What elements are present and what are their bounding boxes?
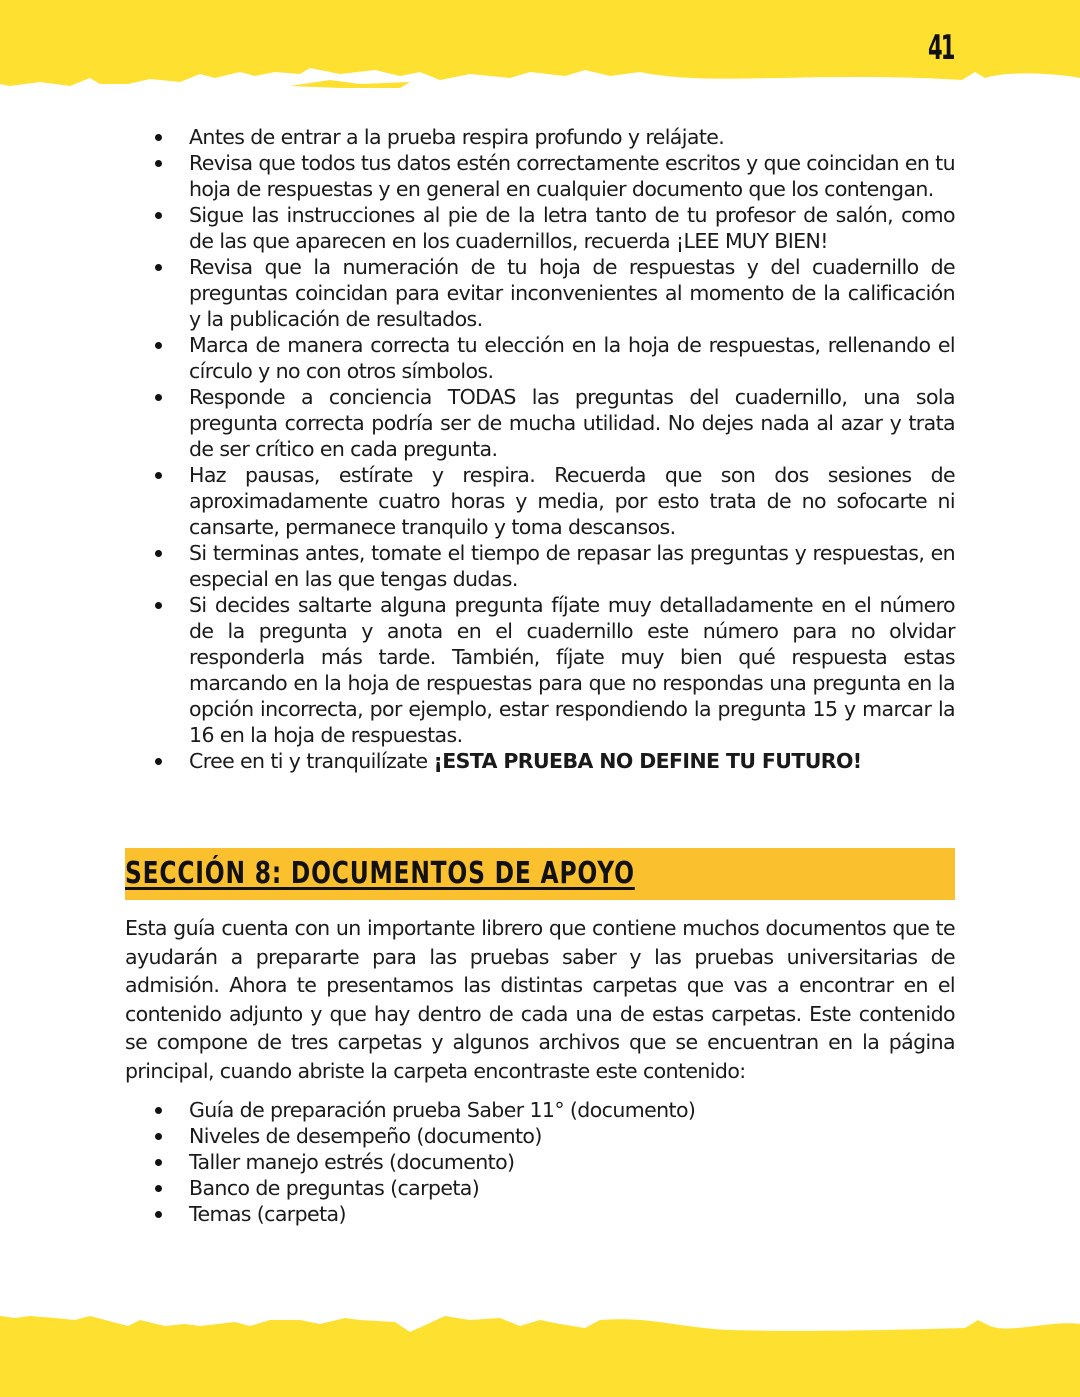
section-title: SECCIÓN 8: DOCUMENTOS DE APOYO: [125, 856, 635, 891]
page-number: 41: [928, 28, 954, 68]
tip-item: Marca de manera correcta tu elección en la hoja de respuestas, rellenando el círculo y no con otros símbolos.: [125, 332, 955, 384]
emphasis-text: ¡ESTA PRUEBA NO DEFINE TU FUTURO!: [433, 749, 862, 773]
section-8-header: [125, 848, 955, 900]
bottom-brush-band: [0, 1290, 1080, 1397]
tip-item-final: Cree en ti y tranquilízate ¡ESTA PRUEBA NO DEFINE TU FUTURO!: [125, 748, 955, 774]
document-item: Guía de preparación prueba Saber 11° (documento): [125, 1097, 955, 1123]
tip-item: Antes de entrar a la prueba respira profundo y relájate.: [125, 124, 955, 150]
section-intro-paragraph: Esta guía cuenta con un importante librero que contiene muchos documentos que te ayudarán a prepararte para las pruebas saber y las pruebas universitarias de admisión. Ahora te presentamos las distintas carpetas que vas a encontrar en el contenido adjunto y que hay dentro de cada una de estas carpetas. Este contenido se compone de tres carpetas y algunos archivos que se encuentran en la página principal, cuando abriste la carpeta encontraste este contenido:: [125, 916, 955, 1083]
tips-list-container: [125, 124, 955, 774]
folder-item: Temas (carpeta): [125, 1201, 955, 1227]
tip-item: Si terminas antes, tomate el tiempo de repasar las preguntas y respuestas, en especial en las que tengas dudas.: [125, 540, 955, 592]
document-item: Niveles de desempeño (documento): [125, 1123, 955, 1149]
support-documents-list: [125, 1097, 955, 1227]
tip-item: Sigue las instrucciones al pie de la letra tanto de tu profesor de salón, como de las que aparecen en los cuadernillos, recuerda ¡LEE MUY BIEN!: [125, 202, 955, 254]
exam-tips-list: [125, 124, 955, 774]
tip-item: Responde a conciencia TODAS las preguntas del cuadernillo, una sola pregunta correcta podría ser de mucha utilidad. No dejes nada al azar y trata de ser crítico en cada pregunta.: [125, 384, 955, 462]
tip-item: Si decides saltarte alguna pregunta fíjate muy detalladamente en el número de la pregunta y anota en el cuadernillo este número para no olvidar responderla más tarde. También, fíjate muy bien qué respuesta estas marcando en la hoja de respuestas para que no respondas una pregunta en la opción incorrecta, por ejemplo, estar respondiendo la pregunta 15 y marcar la 16 en la hoja de respuestas.: [125, 592, 955, 748]
top-brush-band: [0, 0, 1080, 110]
tip-item: Haz pausas, estírate y respira. Recuerda que son dos sesiones de aproximadamente cuatro horas y media, por esto trata de no sofocarte ni cansarte, permanece tranquilo y toma descansos.: [125, 462, 955, 540]
folder-item: Banco de preguntas (carpeta): [125, 1175, 955, 1201]
tip-item: Revisa que todos tus datos estén correctamente escritos y que coincidan en tu hoja de respuestas y en general en cualquier documento que los contengan.: [125, 150, 955, 202]
tip-item: Revisa que la numeración de tu hoja de respuestas y del cuadernillo de preguntas coincidan para evitar inconvenientes al momento de la calificación y la publicación de resultados.: [125, 254, 955, 332]
document-item: Taller manejo estrés (documento): [125, 1149, 955, 1175]
